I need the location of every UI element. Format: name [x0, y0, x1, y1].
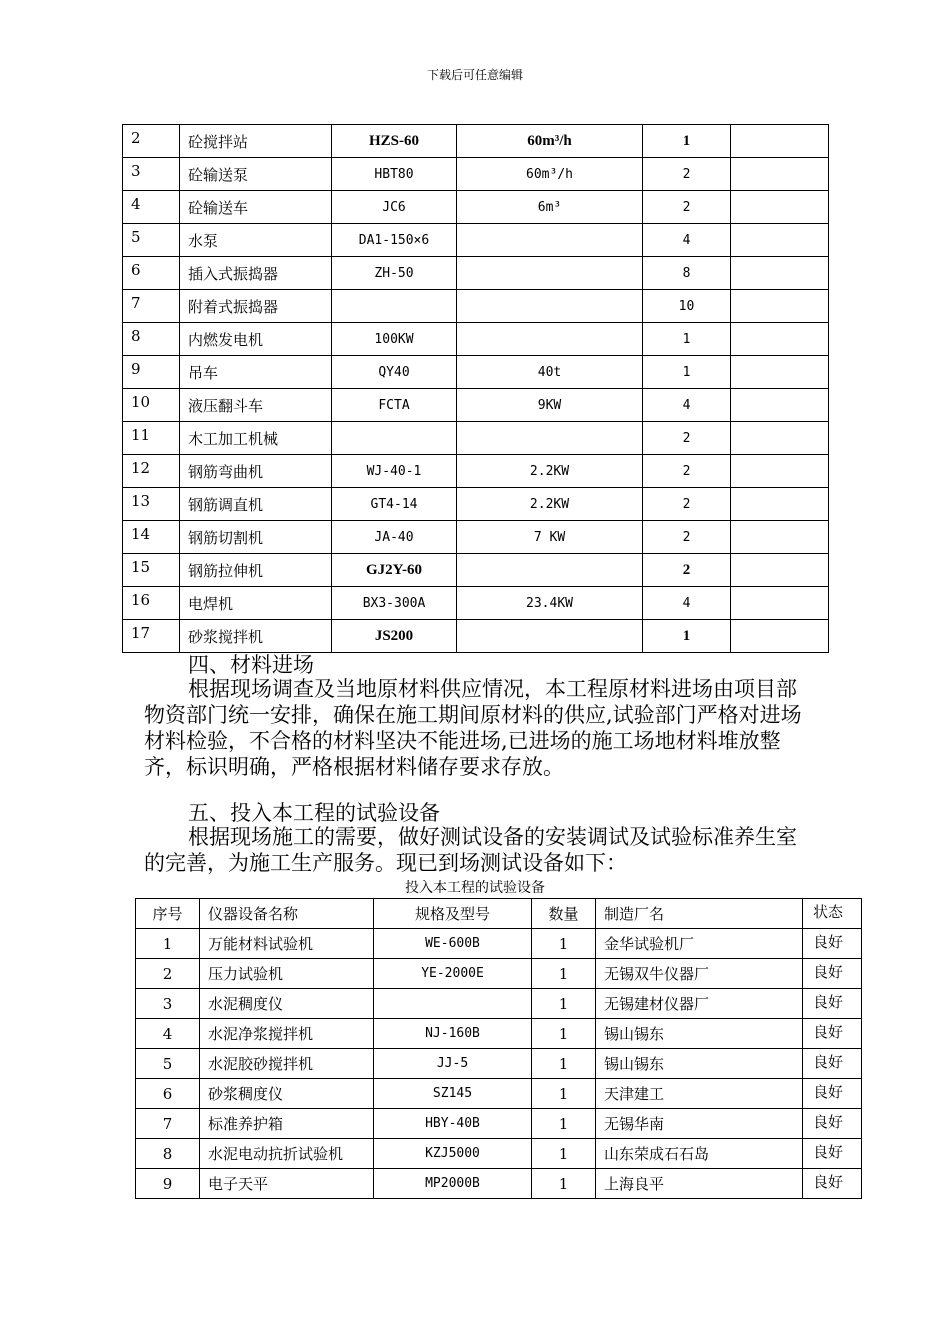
equipment-qty: 8 — [643, 257, 731, 290]
equipment-table — [122, 124, 829, 653]
device-model — [374, 989, 532, 1019]
equipment-note — [731, 125, 829, 158]
equipment-note — [731, 191, 829, 224]
table-row — [123, 323, 829, 356]
table-row — [123, 620, 829, 653]
row-number: 6 — [123, 257, 180, 290]
table-row — [123, 356, 829, 389]
row-number: 5 — [123, 224, 180, 257]
equipment-model: ZH-50 — [332, 257, 457, 290]
row-number: 6 — [136, 1079, 200, 1109]
equipment-spec: 23.4KW — [457, 587, 643, 620]
device-maker: 锡山锡东 — [596, 1049, 803, 1079]
equipment-name: 钢筋拉伸机 — [180, 554, 332, 587]
device-maker: 锡山锡东 — [596, 1019, 803, 1049]
equipment-model — [332, 422, 457, 455]
device-qty: 1 — [532, 1019, 596, 1049]
equipment-model: JS200 — [332, 620, 457, 653]
equipment-model: JC6 — [332, 191, 457, 224]
device-maker: 无锡建材仪器厂 — [596, 989, 803, 1019]
row-number: 1 — [136, 929, 200, 959]
equipment-qty: 1 — [643, 323, 731, 356]
equipment-model: BX3-300A — [332, 587, 457, 620]
device-status: 良好 — [803, 1019, 862, 1049]
device-status: 良好 — [803, 1079, 862, 1109]
table-row — [123, 224, 829, 257]
header-qty: 数量 — [532, 899, 596, 929]
device-name: 水泥电动抗折试验机 — [200, 1139, 374, 1169]
equipment-model: WJ-40-1 — [332, 455, 457, 488]
row-number: 15 — [123, 554, 180, 587]
equipment-qty: 10 — [643, 290, 731, 323]
table-row — [123, 125, 829, 158]
header-status: 状态 — [803, 899, 862, 929]
equipment-spec — [457, 257, 643, 290]
device-maker: 上海良平 — [596, 1169, 803, 1199]
equipment-spec: 6m³ — [457, 191, 643, 224]
equipment-note — [731, 521, 829, 554]
row-number: 2 — [123, 125, 180, 158]
table-row — [123, 290, 829, 323]
test-table-caption: 投入本工程的试验设备 — [405, 880, 545, 896]
equipment-note — [731, 620, 829, 653]
equipment-model: JA-40 — [332, 521, 457, 554]
equipment-name: 砼搅拌站 — [180, 125, 332, 158]
section4-heading: 四、材料进场 — [188, 653, 314, 677]
device-qty: 1 — [532, 1169, 596, 1199]
equipment-note — [731, 422, 829, 455]
row-number: 7 — [136, 1109, 200, 1139]
equipment-note — [731, 257, 829, 290]
device-name: 水泥净浆搅拌机 — [200, 1019, 374, 1049]
device-model: WE-600B — [374, 929, 532, 959]
equipment-spec: 60m³/h — [457, 158, 643, 191]
device-model: SZ145 — [374, 1079, 532, 1109]
equipment-name: 砂浆搅拌机 — [180, 620, 332, 653]
equipment-model: 100KW — [332, 323, 457, 356]
device-maker: 无锡双牛仪器厂 — [596, 959, 803, 989]
device-status: 良好 — [803, 959, 862, 989]
equipment-note — [731, 554, 829, 587]
equipment-note — [731, 389, 829, 422]
equipment-spec: 60m³/h — [457, 125, 643, 158]
section4-body: 根据现场调查及当地原材料供应情况，本工程原材料进场由项目部物资部门统一安排，确保在施工期间原材料的供应,试验部门严格对进场材料检验，不合格的材料坚决不能进场,已进场的施工场地材料堆放整齐，标识明确，严格根据材料储存要求存放。 — [144, 677, 802, 779]
equipment-name: 木工加工机械 — [180, 422, 332, 455]
device-model: YE-2000E — [374, 959, 532, 989]
device-maker: 金华试验机厂 — [596, 929, 803, 959]
row-number: 9 — [136, 1169, 200, 1199]
device-qty: 1 — [532, 1079, 596, 1109]
equipment-qty: 2 — [643, 554, 731, 587]
equipment-qty: 2 — [643, 488, 731, 521]
header-name: 仪器设备名称 — [200, 899, 374, 929]
device-name: 压力试验机 — [200, 959, 374, 989]
device-maker: 无锡华南 — [596, 1109, 803, 1139]
table-row — [123, 422, 829, 455]
row-number: 8 — [123, 323, 180, 356]
device-status: 良好 — [803, 1109, 862, 1139]
equipment-spec — [457, 290, 643, 323]
device-maker: 天津建工 — [596, 1079, 803, 1109]
row-number: 4 — [123, 191, 180, 224]
row-number: 5 — [136, 1049, 200, 1079]
row-number: 7 — [123, 290, 180, 323]
equipment-note — [731, 488, 829, 521]
table-row — [136, 1079, 862, 1109]
equipment-name: 附着式振捣器 — [180, 290, 332, 323]
table-row — [123, 521, 829, 554]
row-number: 14 — [123, 521, 180, 554]
equipment-note — [731, 290, 829, 323]
equipment-model: GT4-14 — [332, 488, 457, 521]
header-model: 规格及型号 — [374, 899, 532, 929]
equipment-spec: 7 KW — [457, 521, 643, 554]
equipment-qty: 2 — [643, 158, 731, 191]
row-number: 17 — [123, 620, 180, 653]
table-row — [123, 191, 829, 224]
equipment-qty: 1 — [643, 125, 731, 158]
table-row — [123, 554, 829, 587]
row-number: 12 — [123, 455, 180, 488]
equipment-model: DA1-150×6 — [332, 224, 457, 257]
equipment-name: 钢筋调直机 — [180, 488, 332, 521]
device-model: KZJ5000 — [374, 1139, 532, 1169]
equipment-note — [731, 323, 829, 356]
equipment-model: HBT80 — [332, 158, 457, 191]
equipment-note — [731, 158, 829, 191]
equipment-qty: 1 — [643, 356, 731, 389]
equipment-qty: 1 — [643, 620, 731, 653]
table-row — [123, 488, 829, 521]
equipment-qty: 4 — [643, 587, 731, 620]
equipment-model: HZS-60 — [332, 125, 457, 158]
equipment-qty: 4 — [643, 224, 731, 257]
equipment-name: 内燃发电机 — [180, 323, 332, 356]
row-number: 11 — [123, 422, 180, 455]
equipment-name: 水泵 — [180, 224, 332, 257]
row-number: 3 — [123, 158, 180, 191]
table-header-row — [136, 899, 862, 929]
header-maker: 制造厂名 — [596, 899, 803, 929]
equipment-spec — [457, 620, 643, 653]
equipment-qty: 2 — [643, 422, 731, 455]
device-qty: 1 — [532, 959, 596, 989]
device-status: 良好 — [803, 1049, 862, 1079]
table-row — [136, 1109, 862, 1139]
row-number: 8 — [136, 1139, 200, 1169]
equipment-name: 钢筋弯曲机 — [180, 455, 332, 488]
table-row — [123, 587, 829, 620]
equipment-name: 插入式振捣器 — [180, 257, 332, 290]
page-header: 下载后可任意编辑 — [426, 68, 523, 82]
device-maker: 山东荣成石石岛 — [596, 1139, 803, 1169]
device-name: 万能材料试验机 — [200, 929, 374, 959]
section5-body: 根据现场施工的需要，做好测试设备的安装调试及试验标准养生室的完善，为施工生产服务。现已到场测试设备如下： — [144, 825, 797, 875]
row-number: 2 — [136, 959, 200, 989]
device-name: 电子天平 — [200, 1169, 374, 1199]
equipment-spec — [457, 554, 643, 587]
table-row — [136, 1019, 862, 1049]
table-row — [136, 1049, 862, 1079]
device-qty: 1 — [532, 1049, 596, 1079]
equipment-spec: 2.2KW — [457, 488, 643, 521]
equipment-name: 砼输送泵 — [180, 158, 332, 191]
table-row — [136, 1139, 862, 1169]
table-row — [136, 929, 862, 959]
section5-heading: 五、投入本工程的试验设备 — [188, 801, 440, 825]
device-model: HBY-40B — [374, 1109, 532, 1139]
table-row — [123, 158, 829, 191]
row-number: 3 — [136, 989, 200, 1019]
equipment-name: 电焊机 — [180, 587, 332, 620]
equipment-note — [731, 224, 829, 257]
device-qty: 1 — [532, 989, 596, 1019]
device-qty: 1 — [532, 1109, 596, 1139]
equipment-qty: 2 — [643, 191, 731, 224]
table-row — [136, 959, 862, 989]
table-row — [123, 455, 829, 488]
device-status: 良好 — [803, 1139, 862, 1169]
row-number: 13 — [123, 488, 180, 521]
equipment-model: GJ2Y-60 — [332, 554, 457, 587]
device-model: JJ-5 — [374, 1049, 532, 1079]
device-model: NJ-160B — [374, 1019, 532, 1049]
row-number: 10 — [123, 389, 180, 422]
equipment-spec: 9KW — [457, 389, 643, 422]
equipment-qty: 2 — [643, 521, 731, 554]
device-name: 砂浆稠度仪 — [200, 1079, 374, 1109]
device-model: MP2000B — [374, 1169, 532, 1199]
device-status: 良好 — [803, 929, 862, 959]
table-row — [123, 257, 829, 290]
test-equipment-table — [135, 898, 862, 1199]
equipment-name: 吊车 — [180, 356, 332, 389]
equipment-note — [731, 455, 829, 488]
device-name: 水泥稠度仪 — [200, 989, 374, 1019]
device-qty: 1 — [532, 929, 596, 959]
equipment-model: FCTA — [332, 389, 457, 422]
device-name: 水泥胶砂搅拌机 — [200, 1049, 374, 1079]
equipment-model: QY40 — [332, 356, 457, 389]
equipment-qty: 2 — [643, 455, 731, 488]
device-qty: 1 — [532, 1139, 596, 1169]
table-row — [123, 389, 829, 422]
equipment-spec: 40t — [457, 356, 643, 389]
row-number: 16 — [123, 587, 180, 620]
equipment-spec — [457, 422, 643, 455]
table-row — [136, 989, 862, 1019]
equipment-name: 液压翻斗车 — [180, 389, 332, 422]
device-name: 标准养护箱 — [200, 1109, 374, 1139]
header-no: 序号 — [136, 899, 200, 929]
equipment-name: 砼输送车 — [180, 191, 332, 224]
equipment-model — [332, 290, 457, 323]
equipment-note — [731, 356, 829, 389]
row-number: 4 — [136, 1019, 200, 1049]
equipment-spec: 2.2KW — [457, 455, 643, 488]
device-status: 良好 — [803, 1169, 862, 1199]
row-number: 9 — [123, 356, 180, 389]
table-row — [136, 1169, 862, 1199]
equipment-name: 钢筋切割机 — [180, 521, 332, 554]
equipment-qty: 4 — [643, 389, 731, 422]
device-status: 良好 — [803, 989, 862, 1019]
equipment-spec — [457, 224, 643, 257]
equipment-note — [731, 587, 829, 620]
equipment-spec — [457, 323, 643, 356]
